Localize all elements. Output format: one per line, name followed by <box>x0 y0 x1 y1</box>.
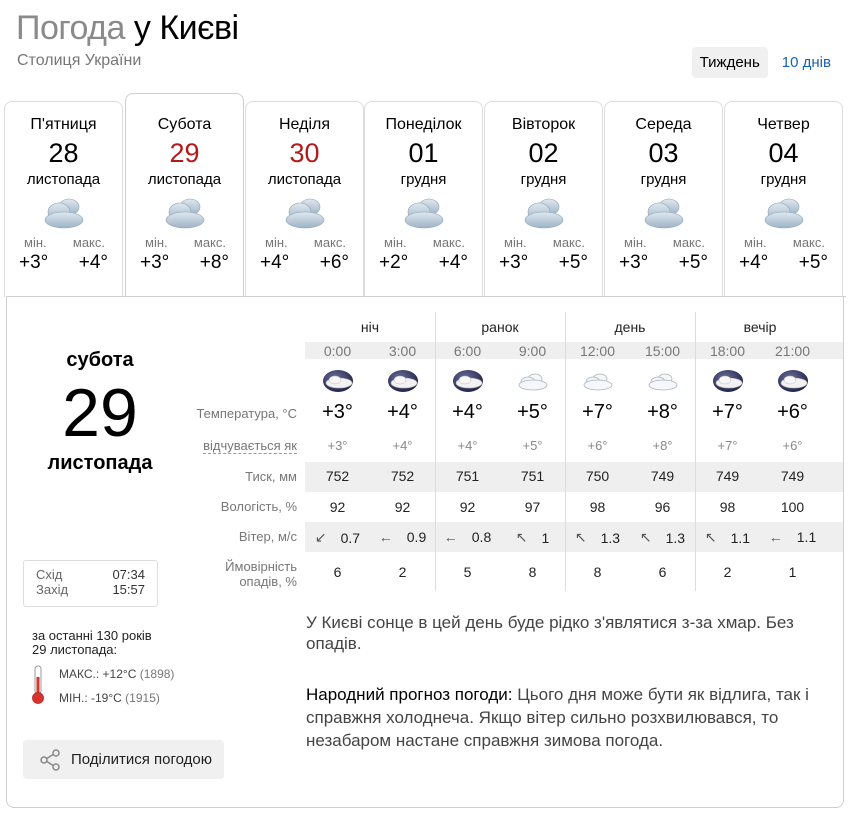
hour-temperature: +7° <box>712 401 743 423</box>
precipitation-label-1: Ймовірність <box>225 559 297 574</box>
hour-wind <box>435 529 500 545</box>
min-max-temps <box>605 252 722 274</box>
hour-time: 18:00 <box>709 343 746 359</box>
min-max-temps <box>485 252 602 274</box>
wind-direction-icon: ← <box>768 529 783 545</box>
min-temp: +4° <box>739 252 769 273</box>
min-label: мін. <box>624 235 647 250</box>
hour-pressure: 749 <box>780 468 805 484</box>
wind-speed: 0.7 <box>340 529 361 546</box>
wind-speed: 1.3 <box>665 529 686 546</box>
period-label: вечір <box>743 319 777 335</box>
history-max <box>59 667 174 681</box>
row-label-precipitation <box>7 559 297 589</box>
history-records <box>31 665 191 711</box>
day-icon-wrap <box>246 191 363 235</box>
hour-humidity: 92 <box>329 499 346 515</box>
day-month: грудня <box>400 171 447 188</box>
day-month: листопада <box>147 171 222 188</box>
max-temp: +5° <box>798 252 828 273</box>
selected-day-name: субота <box>66 349 134 371</box>
cloudy-icon <box>283 195 327 231</box>
max-label: макс. <box>552 235 585 250</box>
day-number: 03 <box>648 138 679 168</box>
hour-humidity: 92 <box>394 499 411 515</box>
night-cloudy-icon <box>775 368 811 396</box>
hour-icon-wrap <box>630 367 695 397</box>
sunset-value: 15:57 <box>112 582 145 597</box>
day-icon-wrap <box>485 191 602 235</box>
hour-icon-wrap <box>760 367 825 397</box>
hour-pressure: 751 <box>455 468 480 484</box>
day-number: 02 <box>528 138 559 168</box>
row-label-temperature <box>7 406 297 421</box>
hour-precipitation: 2 <box>723 564 732 580</box>
day-number: 01 <box>408 138 439 168</box>
title-city: у Києві <box>133 9 239 47</box>
history-line-2: 29 листопада: <box>32 642 118 657</box>
min-temp: +3° <box>19 252 49 273</box>
folk-forecast-text: Цього дня може бути як відлига, так і справжня холоднеча. Якщо вітер сильно розхвилювався, то незабаром настане справжня зимова погода. <box>306 685 809 750</box>
min-max-labels <box>485 235 602 250</box>
history-min-label: МІН.: <box>59 691 88 705</box>
history-heading <box>32 629 152 657</box>
min-max-labels <box>605 235 722 250</box>
day-number: 29 <box>169 138 200 168</box>
hour-icon-wrap <box>435 367 500 397</box>
thermometer-icon <box>31 665 45 705</box>
day-tab[interactable] <box>604 101 723 297</box>
hour-time: 0:00 <box>323 343 352 359</box>
hour-icon-wrap <box>370 367 435 397</box>
hour-temperature: +5° <box>517 401 548 423</box>
row-label-humidity-text: Вологість, % <box>220 499 297 514</box>
day-name: Субота <box>157 116 212 133</box>
wind-direction-icon: ↖ <box>639 529 652 545</box>
day-number: 04 <box>768 138 799 168</box>
wind-direction-icon: ↖ <box>704 529 717 545</box>
hour-temperature: +4° <box>387 401 418 423</box>
day-month: листопада <box>26 171 101 188</box>
hour-humidity: 96 <box>654 499 671 515</box>
hour-pressure: 751 <box>520 468 545 484</box>
precipitation-label-2: опадів, % <box>239 574 297 589</box>
hour-temperature: +4° <box>452 401 483 423</box>
hour-precipitation: 2 <box>398 564 407 580</box>
selected-day-number: 29 <box>62 375 138 451</box>
light-cloud-icon <box>581 371 615 393</box>
night-cloudy-icon <box>710 368 746 396</box>
history-max-value: +12°C <box>102 667 137 681</box>
panel-border <box>6 296 125 297</box>
cloudy-icon <box>163 195 207 231</box>
hour-icon-wrap <box>695 367 760 397</box>
min-max-labels <box>126 235 243 250</box>
min-max-labels <box>246 235 363 250</box>
hour-pressure: 750 <box>585 468 610 484</box>
hour-wind <box>695 529 760 546</box>
day-tab[interactable] <box>245 101 364 297</box>
row-label-feels-like-text: відчувається як <box>203 438 297 453</box>
history-min <box>59 691 160 705</box>
max-label: макс. <box>432 235 465 250</box>
hour-wind <box>760 529 825 545</box>
period-label: ніч <box>360 319 380 335</box>
row-label-temperature-text: Температура, °C <box>196 406 297 421</box>
hour-precipitation: 1 <box>788 564 797 580</box>
day-name: Неділя <box>279 116 330 133</box>
day-tab[interactable] <box>125 93 244 296</box>
wind-speed: 1 <box>541 529 550 546</box>
hour-humidity: 98 <box>719 499 736 515</box>
day-icon-wrap <box>126 191 243 235</box>
night-cloudy-icon <box>385 368 421 396</box>
day-tab[interactable] <box>4 101 123 297</box>
hour-icon-wrap <box>500 367 565 397</box>
sunrise-value: 07:34 <box>112 567 145 582</box>
hour-time: 15:00 <box>644 343 681 359</box>
hour-precipitation: 6 <box>333 564 342 580</box>
day-number: 28 <box>48 138 79 168</box>
hour-humidity: 100 <box>780 499 805 515</box>
day-tabs <box>4 99 846 299</box>
period-label: ранок <box>481 319 519 335</box>
day-month: грудня <box>640 171 687 188</box>
min-temp: +4° <box>260 252 290 273</box>
min-max-labels <box>725 235 842 250</box>
hour-precipitation: 5 <box>463 564 472 580</box>
day-number: 30 <box>289 138 320 168</box>
tab-10-days[interactable]: 10 днів <box>781 54 831 71</box>
share-weather-button[interactable] <box>23 740 224 779</box>
night-cloudy-icon <box>450 368 486 396</box>
day-tab[interactable] <box>724 101 843 297</box>
folk-forecast-title: Народний прогноз погоди: <box>306 685 513 704</box>
day-name: Середа <box>635 116 692 133</box>
day-name: Четвер <box>757 116 810 133</box>
hour-pressure: 749 <box>715 468 740 484</box>
hour-temperature: +8° <box>647 401 678 423</box>
day-name: П'ятниця <box>30 116 97 133</box>
history-line-1: за останні 130 років <box>32 628 152 643</box>
min-temp: +3° <box>140 252 170 273</box>
row-label-humidity <box>7 499 297 514</box>
hour-pressure: 749 <box>650 468 675 484</box>
tab-week[interactable]: Тиждень <box>692 47 768 78</box>
min-max-temps <box>725 252 842 274</box>
cloudy-icon <box>42 195 86 231</box>
period-switch <box>692 47 839 78</box>
selected-day-month: листопада <box>47 452 153 474</box>
min-max-temps <box>365 252 482 274</box>
hour-precipitation: 8 <box>528 564 537 580</box>
hour-precipitation: 8 <box>593 564 602 580</box>
share-label: Поділитися погодою <box>71 751 213 768</box>
min-label: мін. <box>504 235 527 250</box>
title-weather: Погода <box>16 9 125 47</box>
history-min-year: (1915) <box>125 691 160 705</box>
hour-time: 6:00 <box>453 343 482 359</box>
min-max-temps <box>246 252 363 274</box>
wind-direction-icon: ↖ <box>574 529 587 545</box>
max-temp: +8° <box>199 252 229 273</box>
max-label: макс. <box>792 235 825 250</box>
hour-wind <box>370 529 435 545</box>
cloudy-icon <box>642 195 686 231</box>
sunrise-label: Схід <box>36 567 63 582</box>
share-icon <box>39 749 61 771</box>
panel-border <box>244 296 846 297</box>
hour-feels-like: +6° <box>587 438 608 453</box>
history-min-value: -19°C <box>91 691 122 705</box>
row-label-wind <box>7 529 297 544</box>
min-label: мін. <box>384 235 407 250</box>
hour-wind <box>630 529 695 546</box>
wind-direction-icon: ← <box>443 529 458 545</box>
max-label: макс. <box>313 235 346 250</box>
day-icon-wrap <box>605 191 722 235</box>
hour-precipitation: 6 <box>658 564 667 580</box>
cloudy-icon <box>762 195 806 231</box>
min-temp: +3° <box>619 252 649 273</box>
wind-speed: 1.1 <box>730 529 751 546</box>
hour-feels-like: +3° <box>327 438 348 453</box>
hour-wind <box>500 529 565 546</box>
folk-forecast <box>306 683 836 752</box>
wind-direction-icon: ↖ <box>515 529 528 545</box>
history-max-year: (1898) <box>139 667 175 681</box>
wind-speed: 1.1 <box>796 529 817 545</box>
min-max-temps <box>126 252 243 274</box>
hour-time: 3:00 <box>388 343 417 359</box>
max-temp: +5° <box>558 252 588 273</box>
min-label: мін. <box>744 235 767 250</box>
wind-speed: 0.8 <box>471 529 492 545</box>
max-temp: +4° <box>78 252 108 273</box>
row-label-pressure-text: Тиск, мм <box>245 469 297 484</box>
min-label: мін. <box>145 235 168 250</box>
max-temp: +5° <box>678 252 708 273</box>
row-label-feels-like <box>7 438 297 453</box>
night-cloudy-icon <box>320 368 356 396</box>
hour-feels-like: +4° <box>457 438 478 453</box>
light-cloud-icon <box>646 371 680 393</box>
hour-time: 12:00 <box>579 343 616 359</box>
hour-time: 9:00 <box>518 343 547 359</box>
min-temp: +2° <box>379 252 409 273</box>
min-temp: +3° <box>499 252 529 273</box>
max-temp: +4° <box>438 252 468 273</box>
min-max-labels <box>5 235 122 250</box>
day-name: Вівторок <box>511 116 576 133</box>
max-label: макс. <box>193 235 226 250</box>
wind-speed: 1.3 <box>600 529 621 546</box>
hour-feels-like: +7° <box>717 438 738 453</box>
wind-direction-icon: ← <box>378 529 393 545</box>
max-temp: +6° <box>319 252 349 273</box>
cloudy-icon <box>402 195 446 231</box>
day-icon-wrap <box>725 191 842 235</box>
page-title <box>16 8 239 48</box>
hour-temperature: +7° <box>582 401 613 423</box>
hour-wind <box>565 529 630 546</box>
row-label-pressure <box>7 469 297 484</box>
sunset-label: Захід <box>36 582 69 597</box>
max-label: макс. <box>672 235 705 250</box>
period-label: день <box>614 319 646 335</box>
hour-wind <box>305 529 370 546</box>
hour-humidity: 97 <box>524 499 541 515</box>
day-month: грудня <box>760 171 807 188</box>
day-tab[interactable] <box>364 101 483 297</box>
wind-speed: 0.9 <box>406 529 427 545</box>
hour-time: 21:00 <box>774 343 811 359</box>
day-icon-wrap <box>5 191 122 235</box>
hour-icon-wrap <box>565 367 630 397</box>
day-name: Понеділок <box>385 116 462 133</box>
hour-humidity: 98 <box>589 499 606 515</box>
hour-pressure: 752 <box>325 468 350 484</box>
min-label: мін. <box>24 235 47 250</box>
row-label-wind-text: Вітер, м/с <box>238 529 297 544</box>
day-description: У Києві сонце в цей день буде рідко з'являтися з-за хмар. Без опадів. <box>306 613 794 653</box>
wind-direction-icon: ↙ <box>314 529 327 545</box>
page-subtitle: Столиця України <box>17 52 142 69</box>
hour-icon-wrap <box>305 367 370 397</box>
day-icon-wrap <box>365 191 482 235</box>
min-max-temps <box>5 252 122 274</box>
hour-feels-like: +6° <box>782 438 803 453</box>
cloudy-icon <box>522 195 566 231</box>
hour-feels-like: +8° <box>652 438 673 453</box>
day-month: листопада <box>267 171 342 188</box>
hour-pressure: 752 <box>390 468 415 484</box>
day-month: грудня <box>520 171 567 188</box>
hour-feels-like: +5° <box>522 438 543 453</box>
day-tab[interactable] <box>484 101 603 297</box>
day-detail-panel <box>6 296 844 808</box>
hour-temperature: +3° <box>322 401 353 423</box>
history-max-label: МАКС.: <box>59 667 100 681</box>
hour-feels-like: +4° <box>392 438 413 453</box>
hour-temperature: +6° <box>777 401 808 423</box>
light-cloud-icon <box>516 371 550 393</box>
hour-humidity: 92 <box>459 499 476 515</box>
min-label: мін. <box>265 235 288 250</box>
max-label: макс. <box>72 235 105 250</box>
min-max-labels <box>365 235 482 250</box>
